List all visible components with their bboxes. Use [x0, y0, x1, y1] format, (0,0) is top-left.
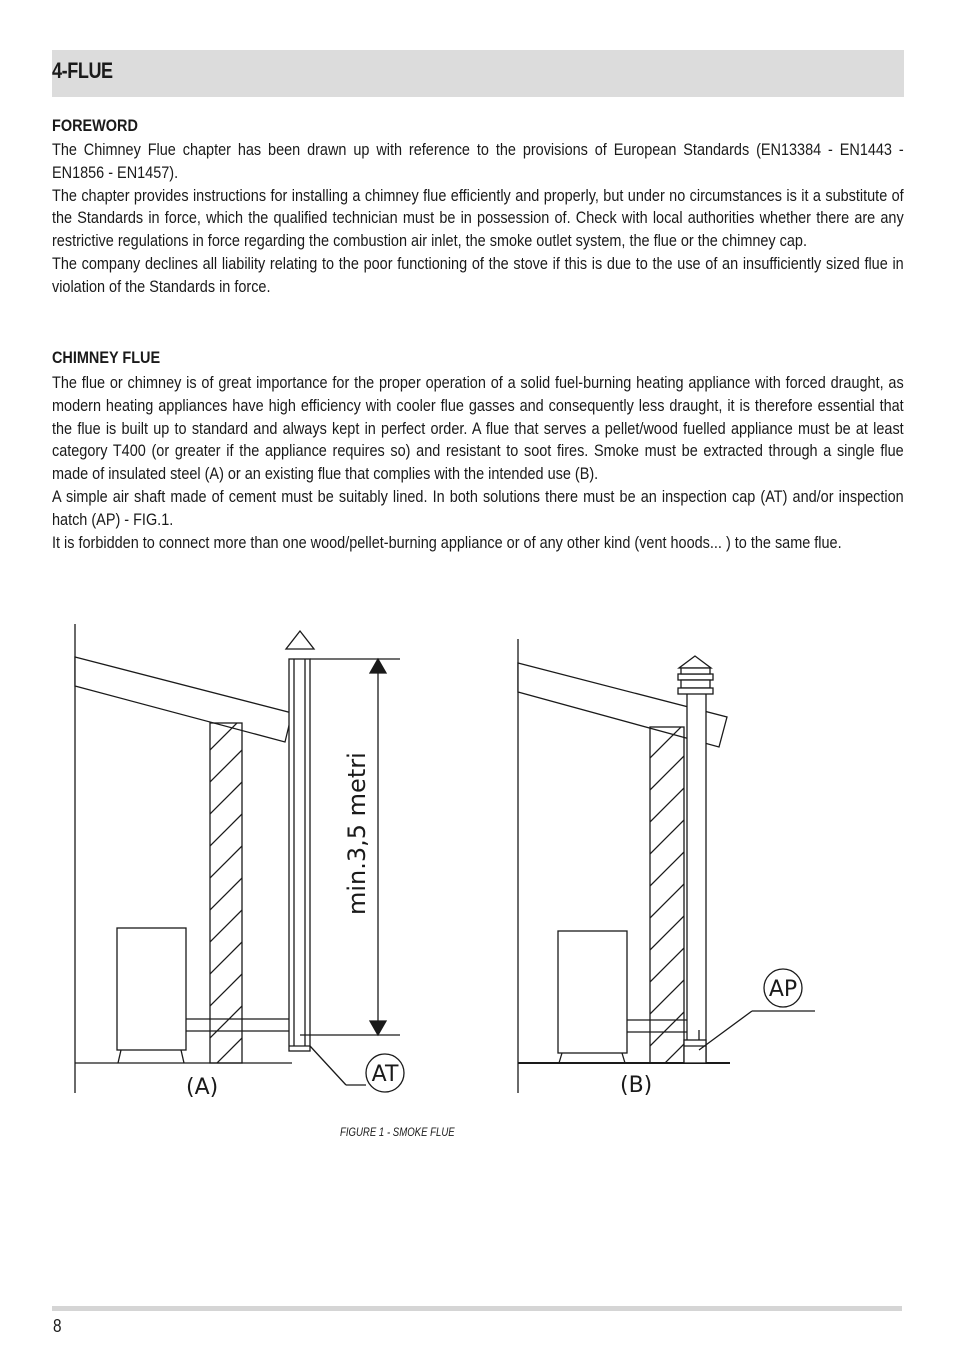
cap-triangle [286, 631, 314, 649]
existing-flue [687, 688, 706, 1063]
page-number: 8 [53, 1316, 62, 1336]
chimney-flue-paragraph: A simple air shaft made of cement must be suitably lined. In both solutions there must be an inspection cap (AT) and/or inspection hatch (AP) - FIG.1. [52, 486, 904, 529]
dimension-label: min.3,5 metri [343, 752, 371, 915]
roof [75, 657, 292, 742]
label-a: (A) [186, 1075, 219, 1100]
label-b: (B) [620, 1073, 653, 1098]
stove [558, 931, 627, 1053]
foreword-paragraph: The chapter provides instructions for installing a chimney flue efficiently and properly, but under no circumstances is it a substitute of the Standards in force, which the qualified technician must be in possession of. Check with local authorities whether there are any restrictive regulations in force regarding the combustion air inlet, the smoke outlet system, the flue or the chimney cap. [52, 185, 904, 251]
foreword-paragraph: The company declines all liability relating to the poor functioning of the stove if this is due to the use of an insufficiently sized flue in violation of the Standards in force. [52, 253, 904, 296]
footer-divider [52, 1306, 902, 1311]
hatched-wall [210, 723, 242, 1063]
inspection-hatch [684, 1040, 706, 1063]
foreword-paragraph: The Chimney Flue chapter has been drawn up with reference to the provisions of European Standards (EN13384 - EN1443 - EN1856 - EN1457). [52, 140, 904, 182]
label-at: AT [371, 1062, 399, 1087]
chimney-flue-paragraph: The flue or chimney is of great importance for the proper operation of a solid fuel-burning heating appliance with forced draught, as modern heating appliances have high efficiency with cooler flue gasses and consequently less draught, it is therefore essential that the flue is built up to standard and always kept in perfect order. A flue that serves a pellet/wood fuelled appliance must be at least category T400 (or greater if the appliance requires so) and resistant to soot fires. Smoke must be extracted through a single flue made of insulated steel (A) or an existing flue that complies with the intended use (B). [52, 373, 904, 484]
chimney-flue-heading: CHIMNEY FLUE [52, 348, 161, 367]
chimney-flue-paragraph: It is forbidden to connect more than one wood/pellet-burning appliance or of any other kind (vent hoods... ) to the same flue. [52, 532, 842, 552]
hatched-wall [650, 727, 684, 1063]
page-title: 4-FLUE [52, 58, 113, 83]
diagram-b [518, 639, 815, 1093]
figure-caption: FIGURE 1 - SMOKE FLUE [340, 1125, 455, 1139]
steel-flue [289, 659, 310, 1051]
stove [117, 928, 186, 1050]
label-ap: AP [768, 977, 798, 1002]
foreword-heading: FOREWORD [52, 116, 138, 135]
